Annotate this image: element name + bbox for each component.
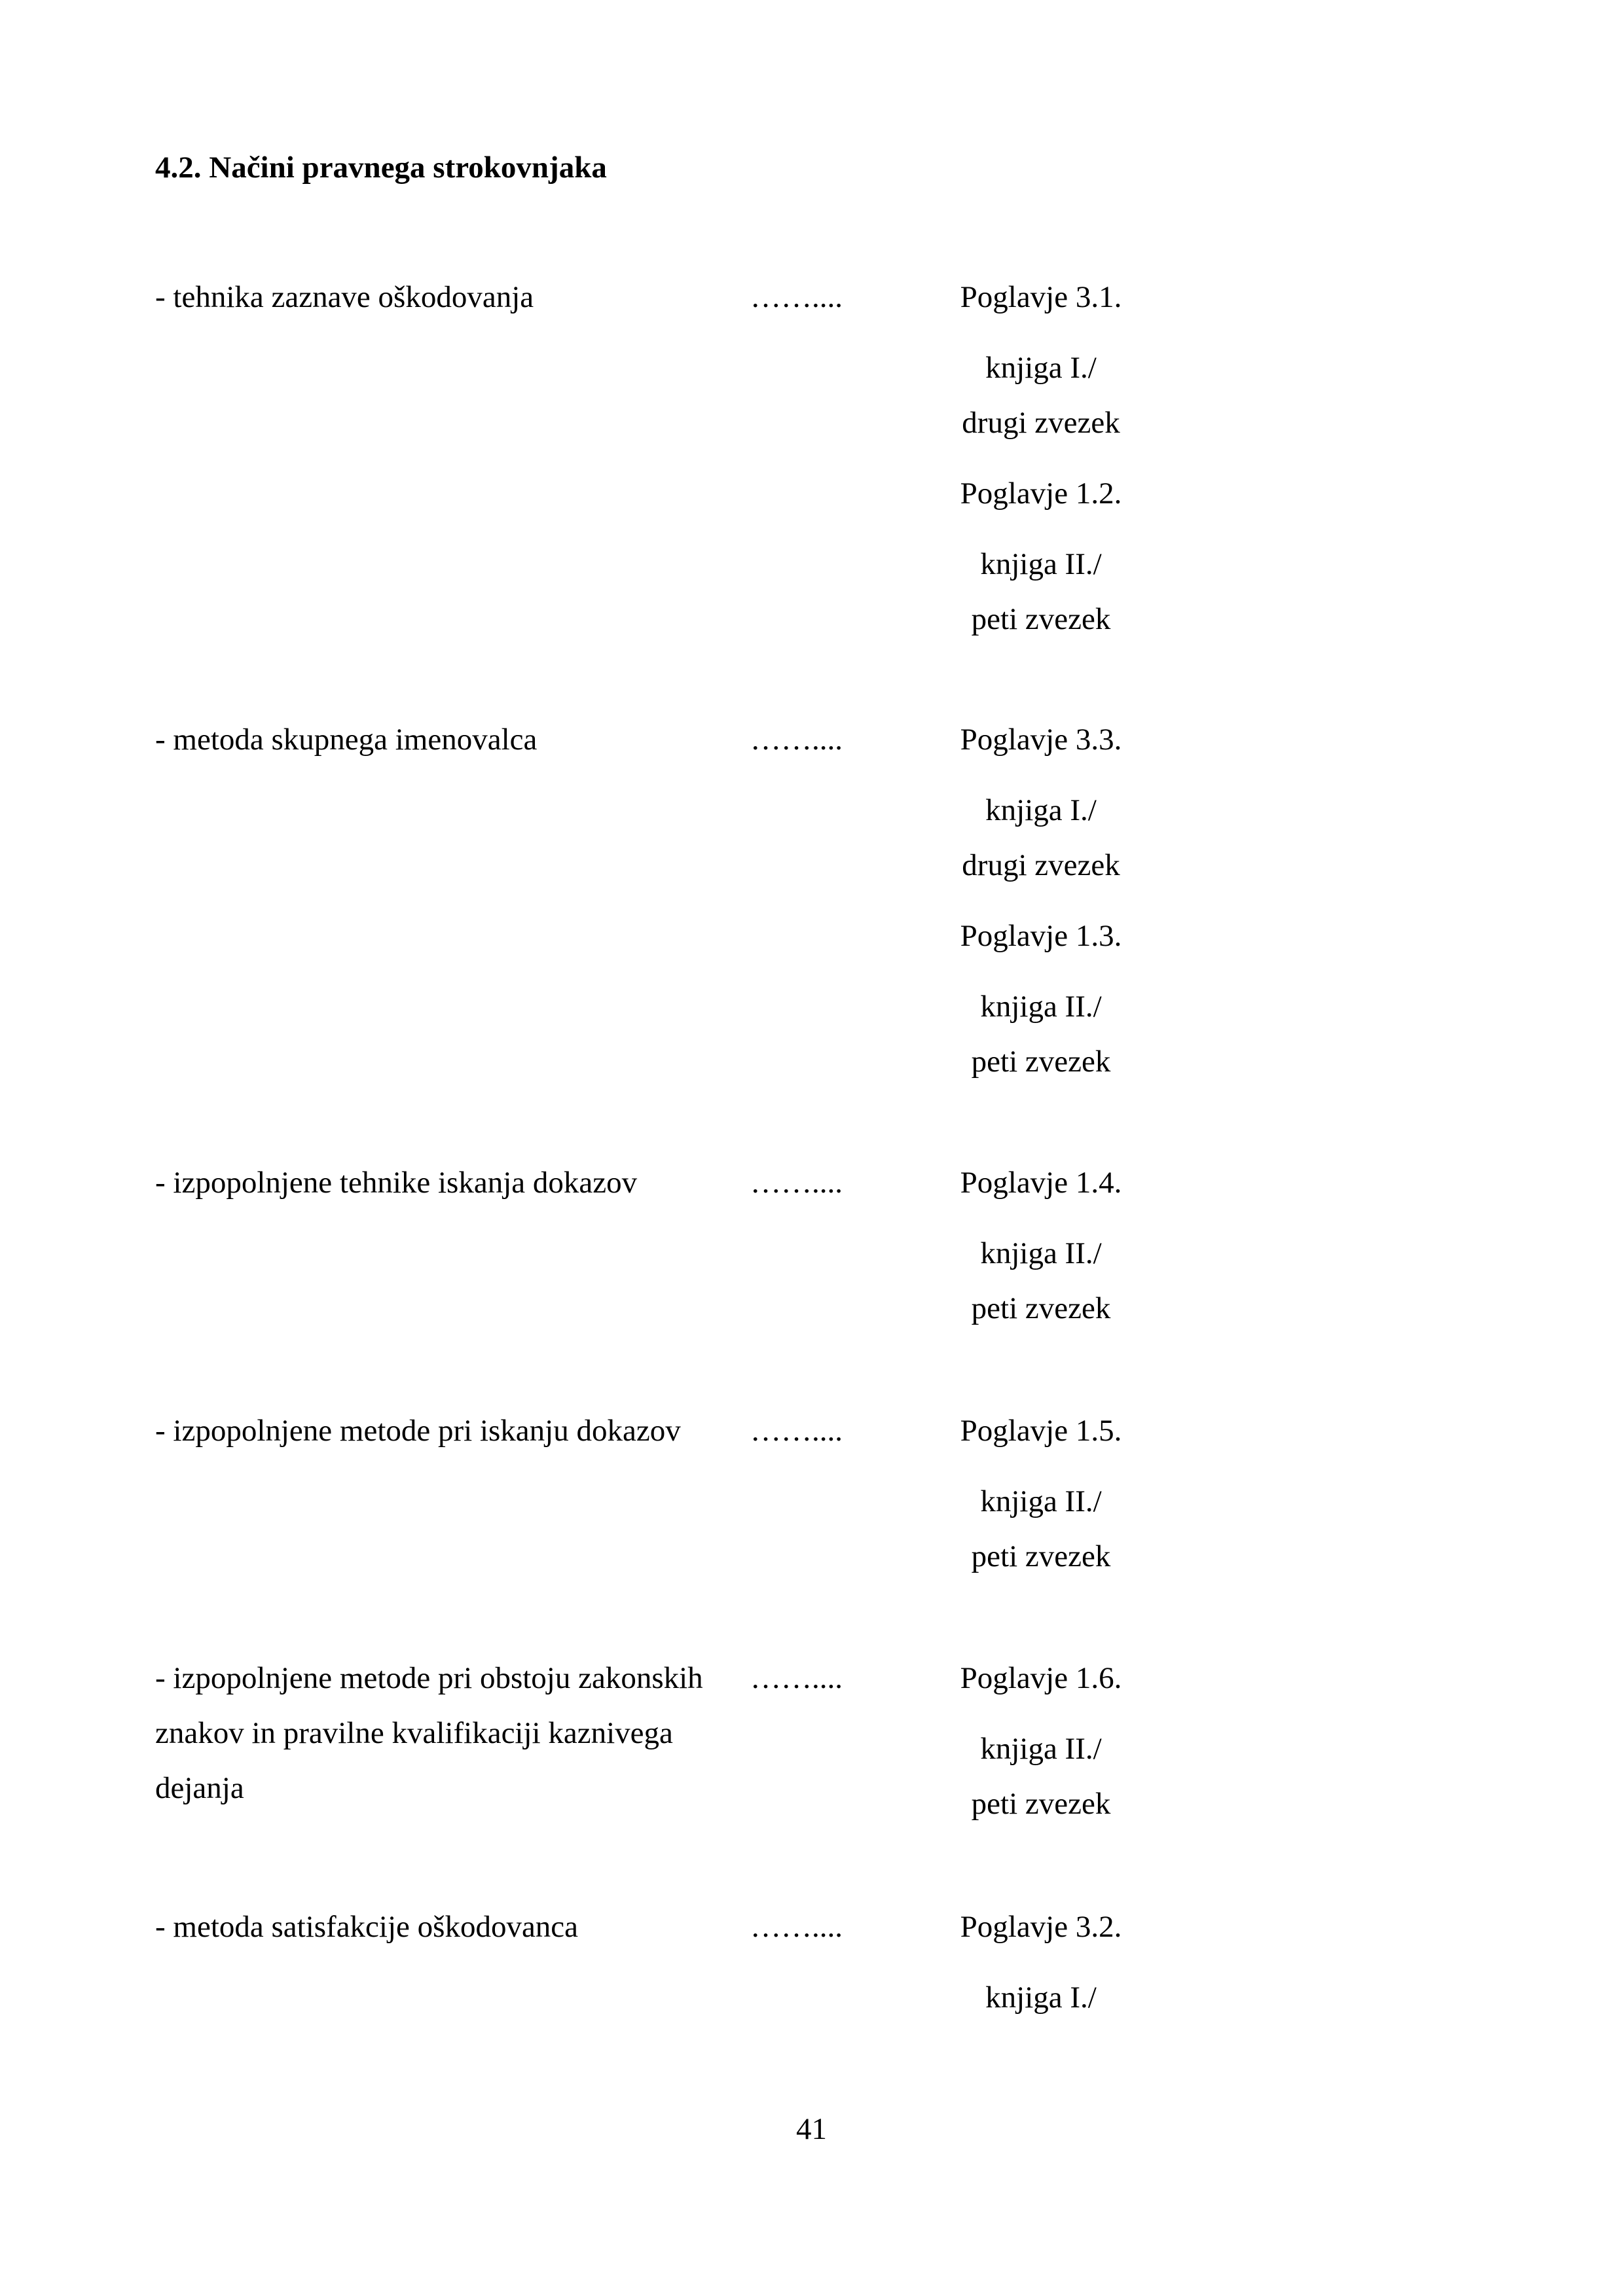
chapter-ref: Poglavje 3.2. — [960, 1910, 1122, 1944]
leader-dots: …….... — [750, 1910, 843, 1944]
book-ref: knjiga II./ — [980, 1732, 1102, 1766]
book-ref: knjiga I./ — [985, 351, 1097, 385]
book-ref: knjiga II./ — [980, 1484, 1102, 1518]
entry-references — [943, 1155, 1139, 1336]
entry-topic: - izpopolnjene tehnike iskanja dokazov — [155, 1166, 638, 1200]
book-ref: knjiga II./ — [980, 547, 1102, 581]
volume-ref: peti zvezek — [971, 1539, 1111, 1573]
entry-references — [943, 270, 1139, 647]
book-volume-ref — [943, 1970, 1139, 2025]
section-heading: 4.2. Načini pravnega strokovnjaka — [155, 151, 607, 185]
book-volume-ref — [943, 1721, 1139, 1831]
book-volume-ref — [943, 1226, 1139, 1336]
volume-ref: drugi zvezek — [962, 848, 1120, 882]
chapter-ref: Poglavje 1.6. — [960, 1661, 1122, 1695]
entry-topic: - izpopolnjene metode pri obstoju zakonskih znakov in pravilne kvalifikaciji kaznivega dejanja — [155, 1661, 703, 1805]
volume-ref: drugi zvezek — [962, 406, 1120, 440]
book-volume-ref — [943, 979, 1139, 1089]
book-ref: knjiga II./ — [980, 990, 1102, 1024]
book-ref: knjiga II./ — [980, 1236, 1102, 1270]
entry-topic: - metoda satisfakcije oškodovanca — [155, 1910, 579, 1944]
volume-ref: peti zvezek — [971, 1291, 1111, 1325]
chapter-ref: Poglavje 1.5. — [960, 1414, 1122, 1448]
entry-references — [943, 1403, 1139, 1584]
chapter-ref: Poglavje 3.1. — [960, 280, 1122, 314]
entry-topic: - izpopolnjene metode pri iskanju dokazov — [155, 1414, 681, 1448]
entry-references — [943, 712, 1139, 1089]
leader-dots: …….... — [750, 1414, 843, 1448]
book-volume-ref — [943, 537, 1139, 647]
page-number: 41 — [796, 2112, 827, 2146]
leader-dots: …….... — [750, 1661, 843, 1695]
chapter-ref: Poglavje 1.4. — [960, 1166, 1122, 1200]
entry-topic: - metoda skupnega imenovalca — [155, 723, 538, 757]
chapter-ref: Poglavje 3.3. — [960, 723, 1122, 757]
entry-references — [943, 1899, 1139, 2025]
chapter-ref: Poglavje 1.2. — [960, 476, 1122, 511]
book-ref: knjiga I./ — [985, 1981, 1097, 2015]
chapter-ref: Poglavje 1.3. — [960, 919, 1122, 953]
book-volume-ref — [943, 340, 1139, 450]
entry-references — [943, 1651, 1139, 1831]
volume-ref: peti zvezek — [971, 602, 1111, 636]
volume-ref: peti zvezek — [971, 1045, 1111, 1079]
leader-dots: …….... — [750, 723, 843, 757]
book-volume-ref — [943, 783, 1139, 893]
volume-ref: peti zvezek — [971, 1787, 1111, 1821]
leader-dots: …….... — [750, 1166, 843, 1200]
book-ref: knjiga I./ — [985, 793, 1097, 827]
leader-dots: …….... — [750, 280, 843, 314]
entry-topic: - tehnika zaznave oškodovanja — [155, 280, 534, 314]
book-volume-ref — [943, 1474, 1139, 1584]
